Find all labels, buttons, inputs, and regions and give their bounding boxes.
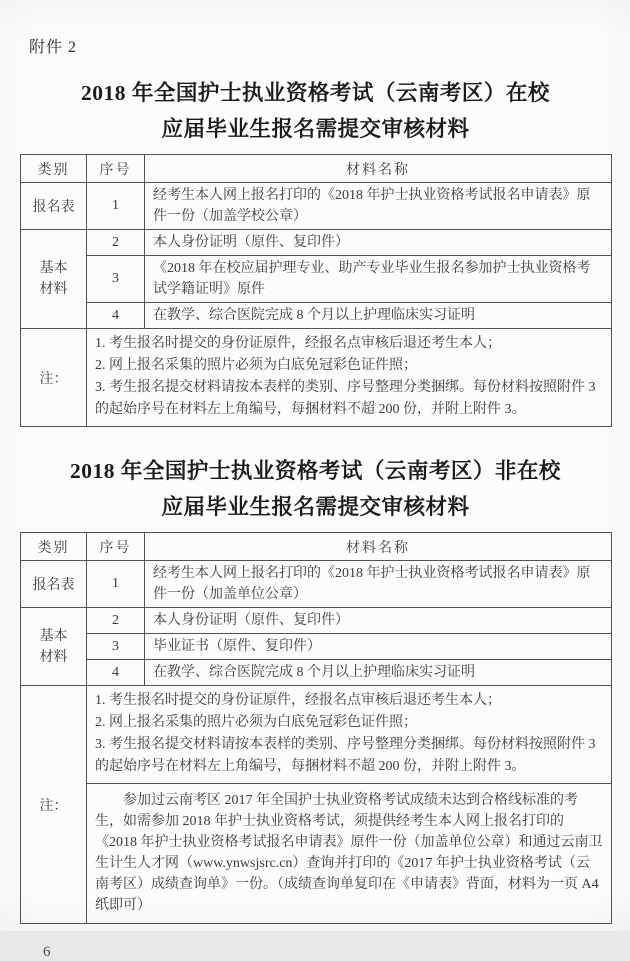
table2-note-3: 3. 考生报名提交材料请按本表样的类别、序号整理分类捆绑。每份材料按照附件 3 的起始序号在材料左上角编号，每捆材料不超 200 份，并附上附件 3。 bbox=[95, 737, 596, 774]
table-row bbox=[21, 660, 612, 686]
table1-title bbox=[20, 75, 611, 147]
table2-category-baomingbiao: 报名表 bbox=[21, 561, 87, 608]
table1-note-3: 3. 考生报名提交材料请按本表样的类别、序号整理分类捆绑。每份材料按照附件 3 的起始序号在材料左上角编号，每捆材料不超 200 份，并附上附件 3。 bbox=[95, 380, 596, 417]
table2-title-line1: 2018 年全国护士执业资格考试（云南考区）非在校 bbox=[70, 459, 561, 483]
table2-header-material: 材料名称 bbox=[145, 533, 612, 561]
table1-category-baomingbiao: 报名表 bbox=[21, 183, 87, 230]
table1-header-no: 序号 bbox=[87, 155, 145, 183]
table2-row4-material: 在教学、综合医院完成 8 个月以上护理临床实习证明 bbox=[145, 660, 612, 686]
table2-title bbox=[20, 453, 611, 525]
table1-title-line1: 2018 年全国护士执业资格考试（云南考区）在校 bbox=[81, 81, 550, 105]
table2-header-category: 类别 bbox=[21, 533, 87, 561]
table-row bbox=[21, 561, 612, 608]
table1-row4-no: 4 bbox=[87, 303, 145, 329]
table2-row2-no: 2 bbox=[87, 608, 145, 634]
table2-notes-row-1 bbox=[21, 686, 612, 784]
table1-header-category: 类别 bbox=[21, 155, 87, 183]
table2-note-paragraph: 参加过云南考区 2017 年全国护士执业资格考试成绩未达到合格线标准的考生，如需参加 2018 年护士执业资格考试，须提供经考生本人网上报名打印的《2018 年护士执业资格考试报名申请表》原件一份（加盖单位公章）和通过云南卫生计生人才网（www.ynwsjsrc.cn）查询并打印的《2017 年护士执业资格考试（云南考区）成绩查询单》一份。（成绩查询单复印在《申请表》背面，材料为一页 A4 纸即可） bbox=[95, 793, 603, 913]
table2-header-no: 序号 bbox=[87, 533, 145, 561]
table1-note-2: 2. 网上报名采集的照片必须为白底免冠彩色证件照； bbox=[95, 358, 417, 373]
table1-note-label: 注： bbox=[21, 329, 87, 427]
table2-row2-material: 本人身份证明（原件、复印件） bbox=[145, 608, 612, 634]
table2-notes bbox=[87, 686, 612, 784]
table2-header-row bbox=[21, 533, 612, 561]
table-row bbox=[21, 256, 612, 303]
materials-table-offcampus bbox=[20, 532, 612, 924]
table1-note-1: 1. 考生报名时提交的身份证原件，经报名点审核后退还考生本人； bbox=[95, 336, 501, 351]
table-row bbox=[21, 183, 612, 230]
table-row bbox=[21, 230, 612, 256]
table1-title-line2: 应届毕业生报名需提交审核材料 bbox=[161, 117, 470, 141]
table2-row4-no: 4 bbox=[87, 660, 145, 686]
table1-row1-material: 经考生本人网上报名打印的《2018 年护士执业资格考试报名申请表》原件一份（加盖学校公章） bbox=[145, 183, 612, 230]
table1-row2-material: 本人身份证明（原件、复印件） bbox=[145, 230, 612, 256]
table1-row2-no: 2 bbox=[87, 230, 145, 256]
table2-title-line2: 应届毕业生报名需提交审核材料 bbox=[161, 495, 470, 519]
table2-row1-material: 经考生本人网上报名打印的《2018 年护士执业资格考试报名申请表》原件一份（加盖单位公章） bbox=[145, 561, 612, 608]
table2-note-paragraph-cell bbox=[87, 784, 612, 924]
table-row bbox=[21, 634, 612, 660]
table1-header-material: 材料名称 bbox=[145, 155, 612, 183]
table2-note-1: 1. 考生报名时提交的身份证原件，经报名点审核后退还考生本人； bbox=[95, 693, 501, 708]
table2-note-2: 2. 网上报名采集的照片必须为白底免冠彩色证件照； bbox=[95, 715, 417, 730]
table2-row3-no: 3 bbox=[87, 634, 145, 660]
table-row bbox=[21, 608, 612, 634]
attachment-label: 附件 2 bbox=[29, 39, 78, 56]
table1-row1-no: 1 bbox=[87, 183, 145, 230]
table1-notes-row bbox=[21, 329, 612, 427]
page-number: 6 bbox=[43, 944, 51, 960]
table1-row4-material: 在教学、综合医院完成 8 个月以上护理临床实习证明 bbox=[145, 303, 612, 329]
table2-row1-no: 1 bbox=[87, 561, 145, 608]
table1-notes bbox=[87, 329, 612, 427]
table-row bbox=[21, 303, 612, 329]
table2-category-basic-materials: 基本材料 bbox=[21, 608, 87, 686]
table1-row3-no: 3 bbox=[87, 256, 145, 303]
table1-header-row bbox=[21, 155, 612, 183]
table2-row3-material: 毕业证书（原件、复印件） bbox=[145, 634, 612, 660]
table1-row3-material: 《2018 年在校应届护理专业、助产专业毕业生报名参加护士执业资格考试学籍证明》原件 bbox=[145, 256, 612, 303]
table2-note-label: 注： bbox=[21, 686, 87, 924]
materials-table-oncampus bbox=[20, 154, 612, 427]
table2-notes-row-2 bbox=[21, 784, 612, 924]
table1-category-basic-materials: 基本材料 bbox=[21, 230, 87, 329]
